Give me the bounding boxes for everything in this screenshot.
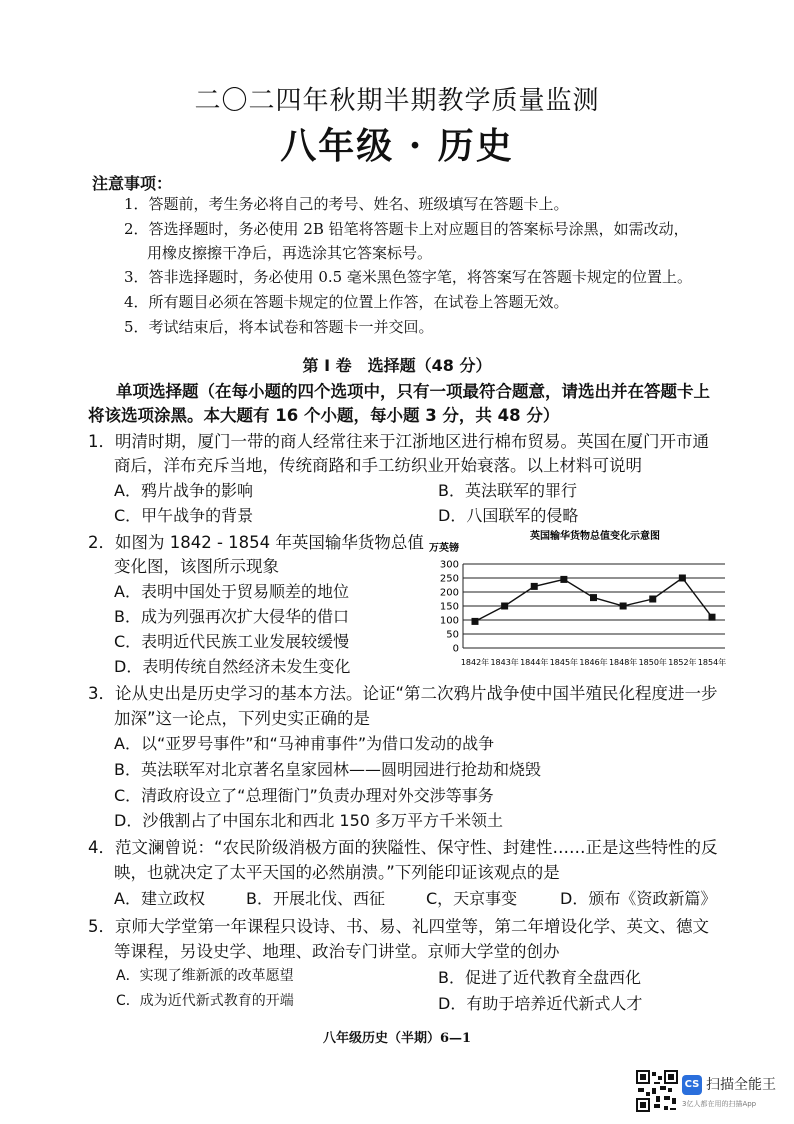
section-intro: 单项选择题（在每小题的四个选项中，只有一项最符合题意，请选出并在答题卡上 — [116, 382, 710, 401]
exam-title: 二〇二四年秋期半期教学质量监测 — [194, 86, 600, 116]
scanner-app-tagline: 3亿人都在用的扫描App — [682, 1100, 757, 1108]
notice-item: 4．所有题目必须在答题卡规定的位置上作答，在试卷上答题无效。 — [124, 293, 569, 311]
page-footer: 八年级历史（半期）6—1 — [322, 1031, 472, 1046]
chart-x-tick-label: 1842年 — [460, 658, 490, 667]
question-2-option-d: D．表明传统自然经济未发生变化 — [114, 657, 351, 676]
qr-code-icon — [636, 1070, 678, 1112]
notice-heading: 注意事项： — [92, 174, 173, 193]
chart-x-tick-label: 1848年 — [608, 658, 638, 667]
question-4-option-c: C，天京事变 — [426, 889, 518, 908]
question-5-option-c: C．成为近代新式教育的开端 — [116, 993, 294, 1009]
chart-x-tick-label: 1852年 — [668, 658, 697, 667]
trade-value-chart — [425, 527, 735, 673]
question-4-stem: 映，也就决定了太平天国的必然崩溃。”下列能印证该观点的是 — [114, 863, 560, 882]
section-intro: 将该选项涂黑。本大题有 16 个小题，每小题 3 分，共 48 分） — [88, 406, 560, 425]
question-5-option-d: D．有助于培养近代新式人才 — [438, 994, 643, 1013]
chart-data-point — [531, 583, 538, 590]
question-1-stem: 商后，洋布充斥当地，传统商路和手工纺织业开始衰落。以上材料可说明 — [114, 456, 642, 475]
question-3-option-b: B．英法联军对北京著名皇家园林——圆明园进行抢劫和烧毁 — [114, 760, 541, 779]
chart-data-point — [709, 614, 716, 621]
question-3-option-c: C．清政府设立了“总理衙门”负责办理对外交涉等事务 — [114, 786, 494, 805]
chart-title: 英国输华货物总值变化示意图 — [530, 531, 660, 542]
question-5-stem: 等课程，另设史学、地理、政治专门讲堂。京师大学堂的创办 — [114, 942, 560, 961]
question-2-option-a: A．表明中国处于贸易顺差的地位 — [114, 582, 349, 601]
chart-x-tick-label: 1854年 — [697, 658, 727, 667]
notice-item: 2．答选择题时，务必使用 2B 铅笔将答题卡上对应题目的答案标号涂黑，如需改动， — [124, 220, 689, 238]
question-1-option-d: D．八国联军的侵略 — [438, 506, 579, 525]
chart-data-point — [620, 603, 627, 610]
chart-y-tick-label: 50 — [446, 629, 459, 641]
chart-x-tick-label: 1843年 — [490, 658, 519, 667]
chart-x-tick-label: 1846年 — [579, 658, 608, 667]
section-heading: 第 Ⅰ 卷 选择题（48 分） — [302, 356, 492, 375]
question-3-stem: 3．论从史出是历史学习的基本方法。论证“第二次鸦片战争使中国半殖民化程度进一步 — [88, 684, 718, 703]
chart-data-point — [679, 575, 686, 582]
exam-subject: 八年级 · 历史 — [280, 125, 514, 167]
scanner-logo-icon: CS — [682, 1075, 702, 1095]
question-3-option-a: A．以“亚罗号事件”和“马神甫事件”为借口发动的战争 — [114, 734, 495, 753]
chart-data-point — [649, 596, 656, 603]
question-4-option-a: A．建立政权 — [114, 889, 205, 908]
chart-y-tick-label: 0 — [452, 643, 459, 655]
question-3-stem: 加深”这一论点，下列史实正确的是 — [114, 709, 371, 728]
question-1-option-b: B．英法联军的罪行 — [438, 481, 577, 500]
notice-item: 1．答题前，考生务必将自己的考号、姓名、班级填写在答题卡上。 — [124, 195, 569, 213]
question-5-option-b: B．促进了近代教育全盘西化 — [438, 968, 641, 987]
chart-y-tick-label: 200 — [439, 587, 459, 599]
chart-x-tick-label: 1844年 — [520, 658, 549, 667]
chart-data-point — [590, 594, 597, 601]
chart-y-tick-label: 150 — [439, 601, 459, 613]
notice-item: 3．答非选择题时，务必使用 0.5 毫米黑色签字笔，将答案写在答题卡规定的位置上。 — [124, 268, 692, 286]
question-2-option-c: C．表明近代民族工业发展较缓慢 — [114, 632, 350, 651]
question-2-stem: 变化图，该图所示现象 — [114, 557, 279, 576]
chart-y-tick-label: 300 — [439, 559, 459, 571]
question-2-stem: 2．如图为 1842 - 1854 年英国输华货物总值 — [88, 533, 424, 552]
scanner-app-name: 扫描全能王 — [706, 1077, 776, 1093]
question-1-option-c: C．甲午战争的背景 — [114, 506, 254, 525]
chart-y-tick-label: 250 — [439, 573, 459, 585]
question-4-option-b: B．开展北伐、西征 — [246, 889, 385, 908]
chart-data-point — [560, 576, 567, 583]
chart-data-point — [472, 618, 479, 625]
question-1-option-a: A．鸦片战争的影响 — [114, 481, 253, 500]
question-4-option-d: D．颁布《资政新篇》 — [560, 889, 717, 908]
question-5-stem: 5．京师大学堂第一年课程只设诗、书、易、礼四堂等，第二年增设化学、英文、德文 — [88, 917, 709, 936]
notice-item: 用橡皮擦擦干净后，再选涂其它答案标号。 — [147, 244, 433, 262]
chart-data-point — [501, 603, 508, 610]
question-4-stem: 4．范文澜曾说：“农民阶级消极方面的狭隘性、保守性、封建性……正是这些特性的反 — [88, 838, 718, 857]
question-5-option-a: A．实现了维新派的改革愿望 — [116, 968, 294, 984]
question-3-option-d: D．沙俄割占了中国东北和西北 150 多万平方千米领土 — [114, 811, 504, 830]
chart-y-axis-label: 万英镑 — [429, 543, 459, 554]
question-2-option-b: B．成为列强再次扩大侵华的借口 — [114, 607, 349, 626]
chart-x-tick-label: 1850年 — [638, 658, 667, 667]
notice-item: 5．考试结束后，将本试卷和答题卡一并交回。 — [124, 318, 434, 336]
chart-x-tick-label: 1845年 — [549, 658, 579, 667]
question-1-stem: 1．明清时期，厦门一带的商人经常往来于江浙地区进行棉布贸易。英国在厦门开市通 — [88, 432, 709, 451]
chart-y-tick-label: 100 — [439, 615, 459, 627]
